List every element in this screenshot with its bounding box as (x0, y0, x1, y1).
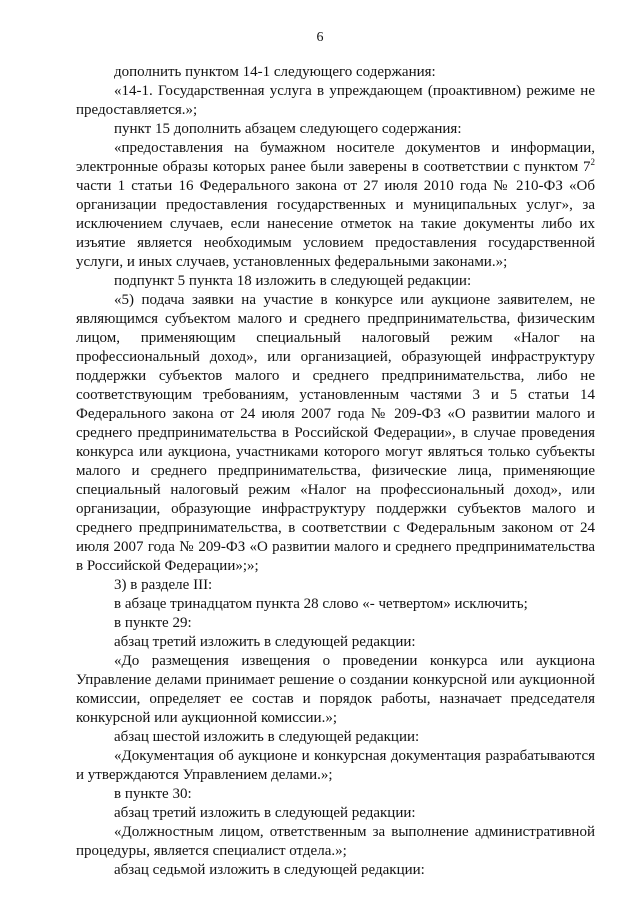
paragraph-clause-29-para-6: абзац шестой изложить в следующей редакции: (114, 729, 420, 745)
clause-15-superscript: 2 (590, 157, 595, 167)
paragraph-section-3: 3) в разделе III: (114, 577, 213, 593)
document-body (76, 63, 595, 880)
paragraph-clause-29-para-3-text: «До размещения извещения о проведении конкурса или аукциона Управление делами принимает решение о создании конкурсной или аукционной комиссии, определяет ее состав и порядок работы, назначает председателя конкурсной или аукционной комиссии.»; (76, 653, 595, 726)
paragraph-amend-15: пункт 15 дополнить абзацем следующего содержания: (114, 121, 462, 137)
paragraph-amend-18-5: подпункт 5 пункта 18 изложить в следующей редакции: (114, 273, 472, 289)
paragraph-clause-14-1: «14-1. Государственная услуга в упреждающем (проактивном) режиме не предоставляется.»; (76, 83, 595, 118)
paragraph-clause-29: в пункте 29: (114, 615, 192, 631)
paragraph-clause-29-para-6-text: «Документация об аукционе и конкурсная документация разрабатываются и утверждаются Управлением делами.»; (76, 748, 595, 783)
paragraph-clause-30-para-3-text: «Должностным лицом, ответственным за выполнение административной процедуры, является специалист отдела.»; (76, 824, 595, 859)
paragraph-clause-30-para-7: абзац седьмой изложить в следующей редакции: (114, 862, 425, 878)
clause-15-text-end: части 1 статьи 16 Федерального закона от 27 июля 2010 года № 210-ФЗ «Об организации предоставления государственных и муниципальных услуг», за исключением случаев, если нанесение отметок на такие документы либо их изъятие является необходимым условием предоставления государственной услуги, и иных случаев, установленных федеральными законами.»; (76, 178, 595, 270)
paragraph-clause-30-para-3: абзац третий изложить в следующей редакции: (114, 805, 416, 821)
paragraph-clause-30: в пункте 30: (114, 786, 192, 802)
paragraph-clause-28: в абзаце тринадцатом пункта 28 слово «- четвертом» исключить; (114, 596, 528, 612)
page-number: 6 (316, 30, 324, 45)
paragraph-clause-15-text (76, 139, 595, 272)
paragraph-clause-18-5: «5) подача заявки на участие в конкурсе или аукционе заявителем, не являющимся субъектом малого и среднего предпринимательства, физическим лицом, применяющим специальный налоговый режим «Налог на профессиональный доход», или организацией, образующей инфраструктуру поддержки субъектов малого и среднего предпринимательства, либо не соответствующим требованиям, установленным частями 3 и 5 статьи 14 Федерального закона от 24 июля 2007 года № 209-ФЗ «О развитии малого и среднего предпринимательства в Российской Федерации», в случае проведения конкурса или аукциона, участниками которого могут являться только субъекты малого и среднего предпринимательства, физические лица, применяющие специальный налоговый режим «Налог на профессиональный доход», или организации, образующие инфраструктуру поддержки субъектов малого и среднего предпринимательства, в соответствии с Федеральным законом от 24 июля 2007 года № 209-ФЗ «О развитии малого и среднего предпринимательства в Российской Федерации»;»; (76, 292, 595, 574)
paragraph-amend-14-1: дополнить пунктом 14-1 следующего содержания: (114, 64, 436, 80)
clause-15-text-start: «предоставления на бумажном носителе документов и информации, электронные образы которых ранее были заверены в соответствии с пунктом 7 (76, 140, 595, 175)
paragraph-clause-29-para-3: абзац третий изложить в следующей редакции: (114, 634, 416, 650)
